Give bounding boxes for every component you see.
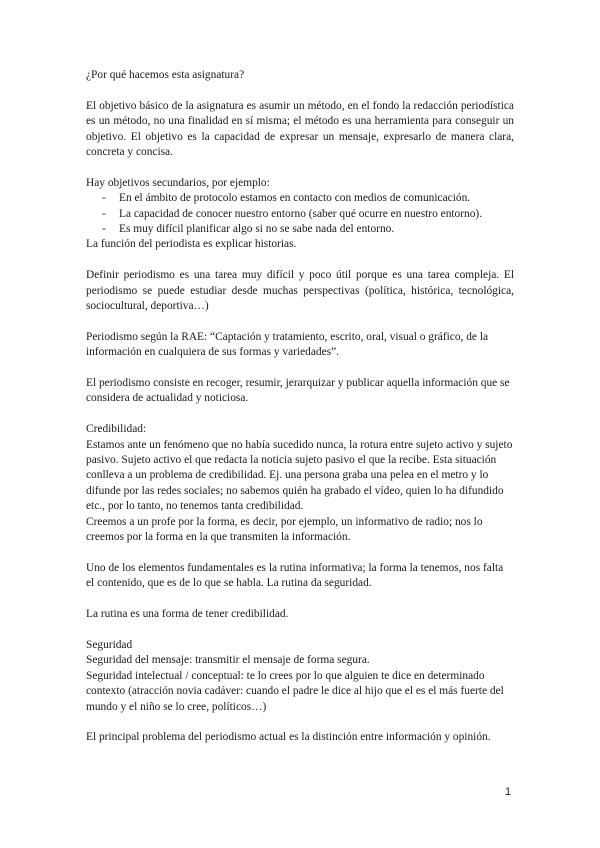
secondary-objectives-intro: Hay objetivos secundarios, por ejemplo: (86, 176, 270, 189)
paragraph-rutina-forma: La rutina es una forma de tener credibilidad. (86, 608, 289, 621)
paragraph-credibilidad-1: Estamos ante un fenómeno que no había sucedido nunca, la rotura entre sujeto activo y sujeto pasivo. Sujeto activo el que redacta la noticia sujeto pasivo el que la recibe. Esta situación conlleva a un problema de credibilidad. Ej. una persona graba una pelea en el metro y lo difunde por las redes sociales; no sabemos quién ha grabado el vídeo, quien lo ha difundido etc., por lo tanto, no tenemos tanta credibilidad. (86, 438, 513, 513)
paragraph-rae: Periodismo según la RAE: “Captación y tratamiento, escrito, oral, visual o gráfico, de la información en cualquiera de sus formas y variedades”. (86, 330, 489, 359)
secondary-objectives-list (86, 191, 514, 237)
credibilidad-heading: Credibilidad: (86, 423, 147, 436)
paragraph-seguridad-intelectual: Seguridad intelectual / conceptual: te lo crees por lo que alguien te dice en determinado contexto (atracción novia cadáver: cuando el padre le dice al hijo que el es el más fuerte del mundo y el niño se lo cree, políticos…) (86, 669, 504, 713)
list-item: - Es muy difícil planificar algo si no se sabe nada del entorno. (86, 222, 514, 237)
paragraph-funcion: La función del periodista es explicar historias. (86, 238, 297, 251)
dash-bullet: - (102, 223, 106, 236)
paragraph-credibilidad-2: Creemos a un profe por la forma, es decir, por ejemplo, un informativo de radio; nos lo creemos por la forma en la que transmiten la información. (86, 515, 483, 544)
paragraph-rutina: Uno de los elementos fundamentales es la rutina informativa; la forma la tenemos, nos falta el contenido, que es de lo que se habla. La rutina da seguridad. (86, 561, 504, 590)
seguridad-heading: Seguridad (86, 638, 133, 651)
paragraph-problema: El principal problema del periodismo actual es la distinción entre información y opinión. (86, 731, 491, 744)
list-item: - En el ámbito de protocolo estamos en contacto con medios de comunicación. (86, 191, 514, 206)
dash-bullet: - (102, 192, 106, 205)
dash-bullet: - (102, 207, 106, 220)
paragraph-seguridad-mensaje: Seguridad del mensaje: transmitir el mensaje de forma segura. (86, 654, 370, 667)
section-title: ¿Por qué hacemos esta asignatura? (86, 69, 245, 81)
paragraph-consiste: El periodismo consiste en recoger, resumir, jerarquizar y publicar aquella información que se considera de actualidad y noticiosa. (86, 377, 510, 405)
paragraph-definir: Definir periodismo es una tarea muy difícil y poco útil porque es una tarea compleja. El periodismo se puede estudiar desde muchas perspectivas (política, histórica, tecnológica, sociocultural, deportiva…) (86, 269, 514, 313)
page-number: 1 (505, 786, 512, 798)
list-item: - La capacidad de conocer nuestro entorno (saber qué ocurre en nuestro entorno). (86, 207, 514, 222)
document-body (86, 68, 514, 746)
paragraph-objetivo: El objetivo básico de la asignatura es asumir un método, en el fondo la redacción periodística es un método, no una finalidad en sí misma; el método es una herramienta para conseguir un objetivo. El objetivo es la capacidad de expresar un mensaje, expresarlo de manera clara, concreta y concisa. (86, 99, 514, 159)
